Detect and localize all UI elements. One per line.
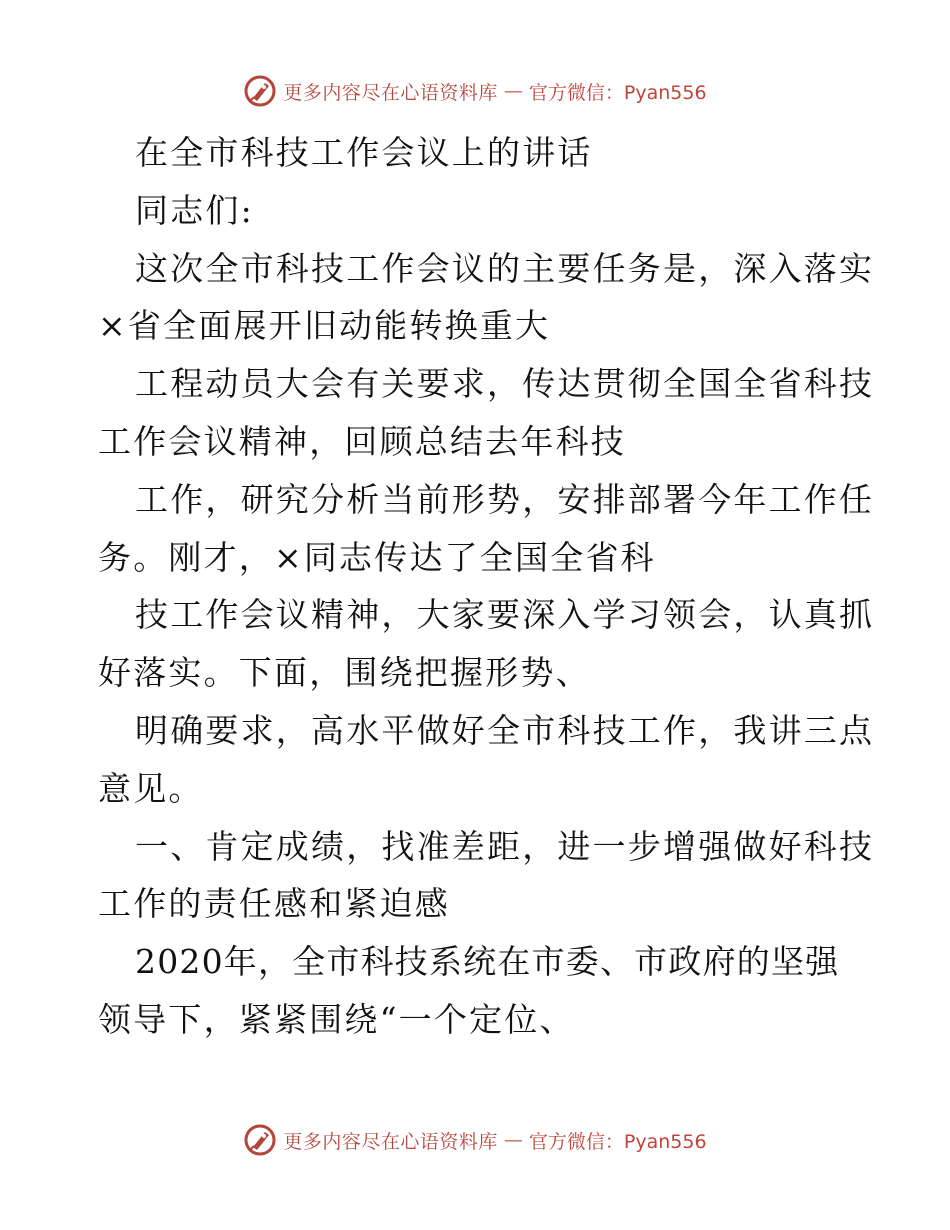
footer-banner xyxy=(0,1120,950,1160)
text-line: 明确要求，高水平做好全市科技工作，我讲三点 xyxy=(135,710,875,750)
banner-separator: — xyxy=(503,1129,523,1151)
header-banner xyxy=(0,71,950,111)
banner-contact: 官方微信：Pyan556 xyxy=(528,1130,707,1153)
section-heading: 一、肯定成绩，找准差距，进一步增强做好科技 xyxy=(135,826,875,866)
text-line: 这次全市科技工作会议的主要任务是，深入落实 xyxy=(135,248,875,288)
text-line: 意见。 xyxy=(98,768,204,808)
document-body xyxy=(98,124,875,1049)
banner-site-name: 更多内容尽在心语资料库 xyxy=(283,1130,498,1153)
banner-site-name: 更多内容尽在心语资料库 xyxy=(283,81,498,104)
text-line: 领导下，紧紧围绕“一个定位、 xyxy=(98,999,575,1039)
text-line: 2020年，全市科技系统在市委、市政府的坚强 xyxy=(135,942,840,982)
text-line: 工作，研究分析当前形势，安排部署今年工作任 xyxy=(135,479,875,519)
text-line: 技工作会议精神，大家要深入学习领会，认真抓 xyxy=(135,595,875,635)
text-line: 工作会议精神，回顾总结去年科技 xyxy=(98,421,626,461)
banner-separator: — xyxy=(503,80,523,102)
text-line: 工程动员大会有关要求，传达贯彻全国全省科技 xyxy=(135,364,875,404)
salutation: 同志们: xyxy=(135,190,254,230)
pen-nib-logo-icon xyxy=(243,1123,277,1157)
text-line: 好落实。下面，围绕把握形势、 xyxy=(98,653,591,693)
text-line: 务。刚才，×同志传达了全国全省科 xyxy=(98,537,656,577)
section-heading-continued: 工作的责任感和紧迫感 xyxy=(98,884,450,924)
banner-contact: 官方微信：Pyan556 xyxy=(528,81,707,104)
document-title: 在全市科技工作会议上的讲话 xyxy=(135,133,593,172)
pen-nib-logo-icon xyxy=(243,74,277,108)
text-line: ×省全面展开旧动能转换重大 xyxy=(98,306,551,346)
